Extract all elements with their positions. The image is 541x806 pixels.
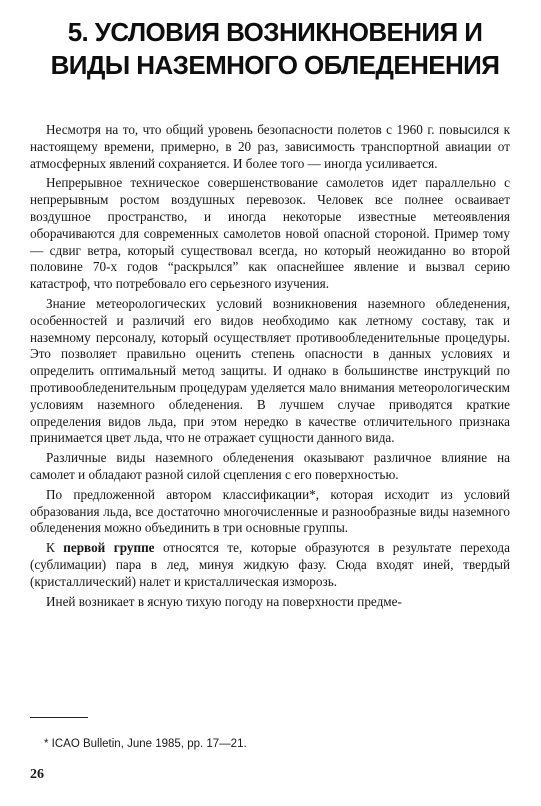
paragraph-6-emphasis: первой группе — [63, 540, 155, 556]
paragraph-1: Несмотря на то, что общий уровень безопасности полетов с 1960 г. повысился к настоящему времени, примерно, в 20 раз, зависимость транспортной авиации от атмосферных явлений сохраняется. И более того — иногда усиливается. — [30, 122, 510, 171]
paragraph-2: Непрерывное техническое совершенствование самолетов идет параллельно с непрерывным ростом воздушных перевозок. Человек все полнее осваивает воздушное пространство, и иногда некоторые известные метеоявления оборачиваются для современных самолетов новой опасной стороной. Пример тому — сдвиг ветра, который существовал всегда, но который неожиданно во второй половине 70-х годов “раскрылся” как опаснейшее явление и вызвал серию катастроф, что потребовало его серьезного изучения. — [30, 175, 510, 292]
footnote: * ICAO Bulletin, June 1985, pp. 17—21. — [44, 738, 247, 750]
paragraph-6-text: относятся те, которые образуются в результате перехода (сублимации) пара в лед, минуя жидкую фазу. Сюда входят иней, твердый (кристаллический) налет и кристаллическая изморозь. — [30, 540, 510, 589]
paragraph-7: Иней возникает в ясную тихую погоду на поверхности предме- — [46, 593, 402, 609]
page-number: 26 — [30, 767, 44, 782]
chapter-title — [30, 16, 520, 82]
chapter-title-line-1: 5. УСЛОВИЯ ВОЗНИКНОВЕНИЯ И — [67, 17, 483, 47]
paragraph-5: По предложенной автором классификации*, которая исходит из условий образования льда, все достаточно многочисленные и разнообразные виды наземного обледенения можно объединить в три основные группы. — [30, 486, 510, 536]
footnote-divider — [30, 717, 88, 718]
paragraph-3: Знание метеорологических условий возникновения наземного обледенения, особенностей и различий его видов необходимо как летному составу, так и наземному персоналу, который осуществляет противообледенительные процедуры. Это позволяет правильно оценить степень опасности в данных условиях и определить оптимальный метод защиты. И однако в большинстве инструкций по противообледенительным процедурам уделяется мало внимания метеорологическим условиям наземного обледенения. В лучшем случае приводятся краткие определения видов льда, при этом нередко в качестве отличительного признака принимается цвет льда, что не отражает сущности данного вида. — [30, 295, 510, 446]
paragraph-6-lead: К — [46, 540, 64, 556]
body-text — [30, 122, 510, 610]
paragraph-4: Различные виды наземного обледенения оказывают различное влияние на самолет и обладают разной силой сцепления с его поверхностью. — [30, 450, 510, 482]
chapter-title-line-2: ВИДЫ НАЗЕМНОГО ОБЛЕДЕНЕНИЯ — [50, 50, 500, 80]
paragraph-6 — [30, 540, 510, 590]
